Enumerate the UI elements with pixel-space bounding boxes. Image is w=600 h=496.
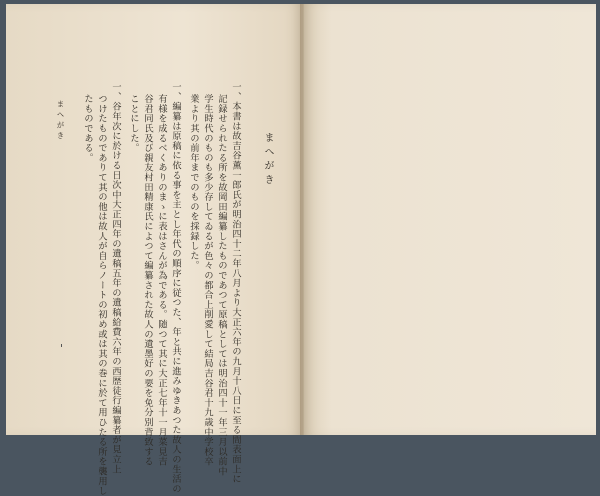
page-mark (61, 344, 62, 347)
text-column: 記録せられたる所を故岡田編纂したものであつて原稿としては明治四十一年三月以前中 (216, 94, 227, 477)
text-column: 一、谷年次に於ける日次中大正四年の遺稿五年の遺稿給費六年の西歴徒行編纂者が見立上 (110, 82, 121, 474)
running-head: まへがき (56, 100, 65, 142)
text-column: 一、本書は故吉谷薫一郎氏が明治四十二年八月より大正六年の九月十八日に至る間表面上に (230, 82, 241, 484)
book-gutter (300, 4, 304, 435)
text-column: 有様を成るべくありのまゝに表はさんが為である。随つて其に大正七年十一月菜見吉 (156, 94, 167, 467)
preface-title: まへがき (262, 132, 273, 188)
text-column: 業より其の前年までのものを採録した。 (188, 94, 199, 271)
left-page (6, 4, 302, 496)
text-column: つけたものでありて其の他は故人が自らノートの初め或は其の巻に於て用ひたる所を襲用し (96, 94, 107, 496)
text-column: 学生時代のものも多少存してゐるが色々の都合上削愛して結局吉谷君十九歳中学校卒 (202, 94, 213, 467)
text-column: 谷君同氏及び親友村田精康氏によつて編纂された故人の遺墨好の要を免分別背致する (142, 94, 153, 467)
text-column: 一、編纂は原稿に依る事を主とし年代の順序に従つた、年と共に進みゆきあつた故人の生活の (170, 82, 181, 494)
right-page (302, 4, 596, 435)
book-spread (6, 4, 596, 496)
text-column: ことにした。 (128, 94, 139, 153)
text-column: たものである。 (82, 94, 93, 163)
